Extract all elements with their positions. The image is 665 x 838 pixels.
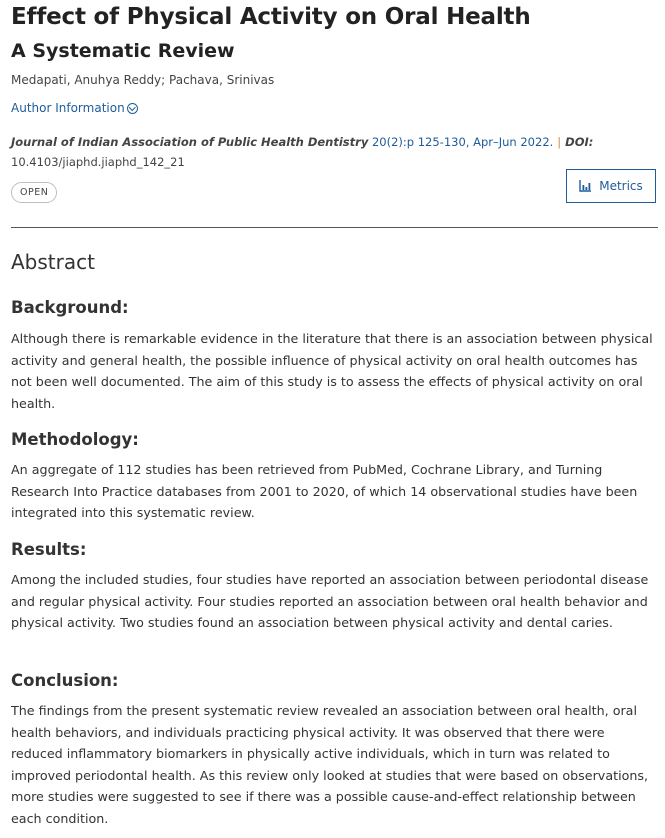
open-access-badge: OPEN <box>11 182 57 203</box>
citation <box>11 132 611 172</box>
bar-chart-icon <box>579 180 592 192</box>
section-heading-methodology: Methodology: <box>11 430 139 449</box>
header-divider <box>11 227 658 228</box>
abstract-heading: Abstract <box>11 250 95 274</box>
metrics-button[interactable] <box>566 169 656 203</box>
journal-name[interactable]: Journal of Indian Association of Public Health Dentistry <box>11 135 369 149</box>
chevron-down-icon <box>127 103 138 114</box>
section-heading-background: Background: <box>11 298 129 317</box>
section-text-results: Among the included studies, four studies have reported an association between periodontal disease and regular physical activity. Four studies reported an association between oral health behavior and physical activity. Two studies found an association between physical activity and dental caries. <box>11 572 649 631</box>
doi-value: 10.4103/jiaphd.jiaphd_142_21 <box>11 155 185 169</box>
doi-label: DOI: <box>565 135 594 149</box>
author-information-label: Author Information <box>11 101 125 115</box>
section-text-background: Although there is remarkable evidence in the literature that there is an association between physical activity and general health, the possible influence of physical activity on oral health outcomes has not been well documented. The aim of this study is to assess the effects of physical activity on oral health. <box>11 331 653 411</box>
volume-pages[interactable]: 20(2):p 125-130, Apr–Jun 2022. <box>371 135 554 149</box>
metrics-label: Metrics <box>599 179 643 193</box>
section-heading-results: Results: <box>11 540 87 559</box>
section-text-conclusion: The findings from the present systematic review revealed an association between oral health, oral health behaviors, and individuals practicing physical activity. It was observed that there were reduced inflammatory biomarkers in physically active individuals, which in turn was related to improved periodontal health. As this review only looked at studies that were based on observations, more studies were suggested to see if there was a possible cause-and-effect relationship between each condition. <box>11 703 649 826</box>
section-heading-conclusion: Conclusion: <box>11 671 119 690</box>
article-title: Effect of Physical Activity on Oral Health <box>11 4 531 30</box>
citation-separator: | <box>557 135 562 149</box>
section-text-methodology: An aggregate of 112 studies has been retrieved from PubMed, Cochrane Library, and Turning Research Into Practice databases from 2001 to 2020, of which 14 observational studies have been integrated into this systematic review. <box>11 462 638 521</box>
article-subtitle: A Systematic Review <box>11 40 235 62</box>
author-list: Medapati, Anuhya Reddy; Pachava, Srinivas <box>11 73 275 87</box>
author-information-toggle[interactable] <box>11 101 138 115</box>
